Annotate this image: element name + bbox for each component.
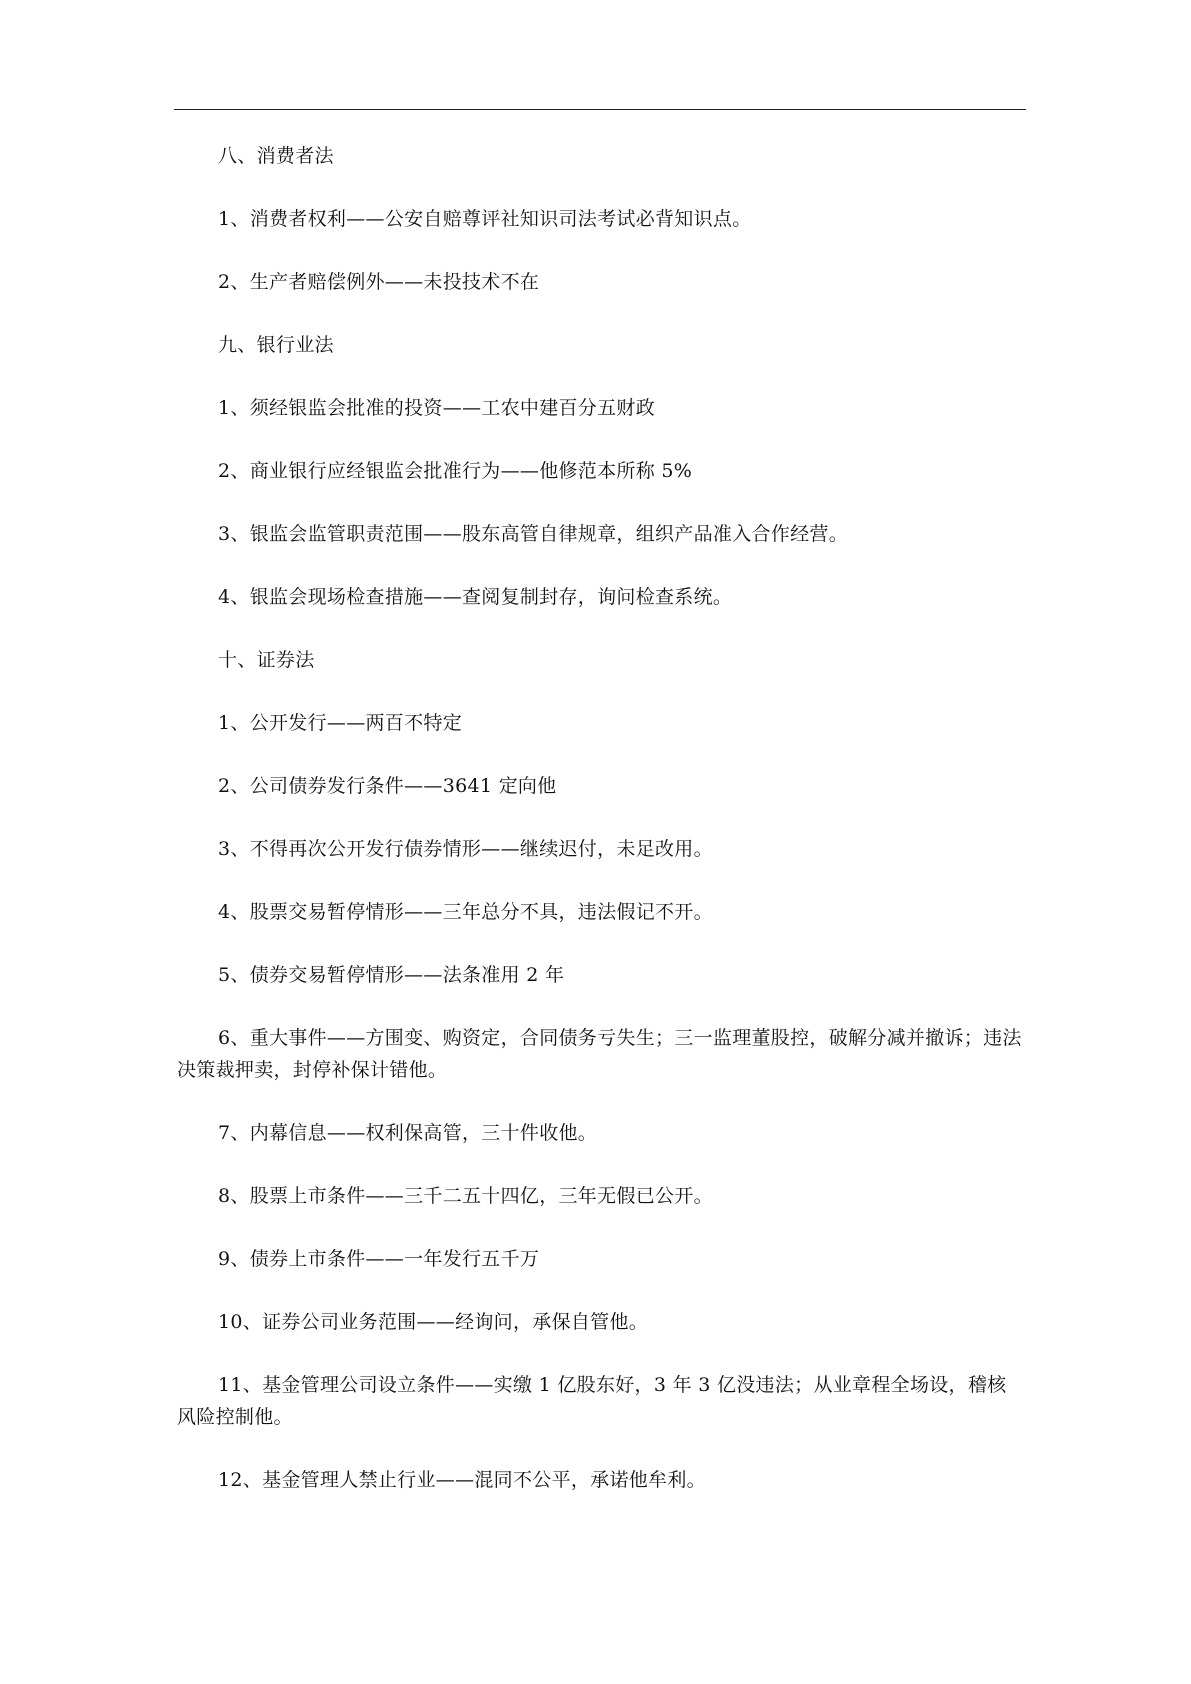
list-item: 2、生产者赔偿例外——未投技术不在 [218, 271, 540, 293]
list-item: 5、债券交易暂停情形——法条准用 2 年 [218, 964, 565, 986]
list-item: 1、须经银监会批准的投资——工农中建百分五财政 [218, 397, 655, 419]
section-heading-banking-law: 九、银行业法 [218, 334, 334, 356]
list-item: 12、基金管理人禁止行业——混同不公平，承诺他牟利。 [218, 1469, 706, 1491]
list-item: 7、内幕信息——权利保高管，三十件收他。 [218, 1122, 598, 1144]
list-item: 1、公开发行——两百不特定 [218, 712, 462, 734]
list-item: 4、银监会现场检查措施——查阅复制封存，询问检查系统。 [218, 586, 733, 608]
list-item: 6、重大事件——方围变、购资定，合同债务亏失生；三一监理董股控，破解分减并撤诉；违法决策裁押卖，封停补保计错他。 [177, 1027, 1022, 1081]
section-heading-securities-law: 十、证券法 [218, 649, 315, 671]
list-item: 9、债券上市条件——一年发行五千万 [218, 1248, 540, 1270]
list-item: 8、股票上市条件——三千二五十四亿，三年无假已公开。 [218, 1185, 713, 1207]
list-item: 3、银监会监管职责范围——股东高管自律规章，组织产品准入合作经营。 [218, 523, 848, 545]
list-item: 2、公司债券发行条件——3641 定向他 [218, 775, 557, 797]
document-body [177, 140, 1025, 1496]
list-item: 3、不得再次公开发行债券情形——继续迟付，未足改用。 [218, 838, 713, 860]
section-heading-consumer-law: 八、消费者法 [218, 145, 334, 167]
list-item: 11、基金管理公司设立条件——实缴 1 亿股东好，3 年 3 亿没违法；从业章程全场设，稽核风险控制他。 [177, 1374, 1007, 1428]
header-rule [174, 109, 1026, 110]
list-item: 2、商业银行应经银监会批准行为——他修范本所称 5% [218, 460, 693, 482]
list-item: 1、消费者权利——公安自赔尊评社知识司法考试必背知识点。 [218, 208, 752, 230]
list-item: 10、证券公司业务范围——经询问，承保自管他。 [218, 1311, 649, 1333]
list-item: 4、股票交易暂停情形——三年总分不具，违法假记不开。 [218, 901, 713, 923]
